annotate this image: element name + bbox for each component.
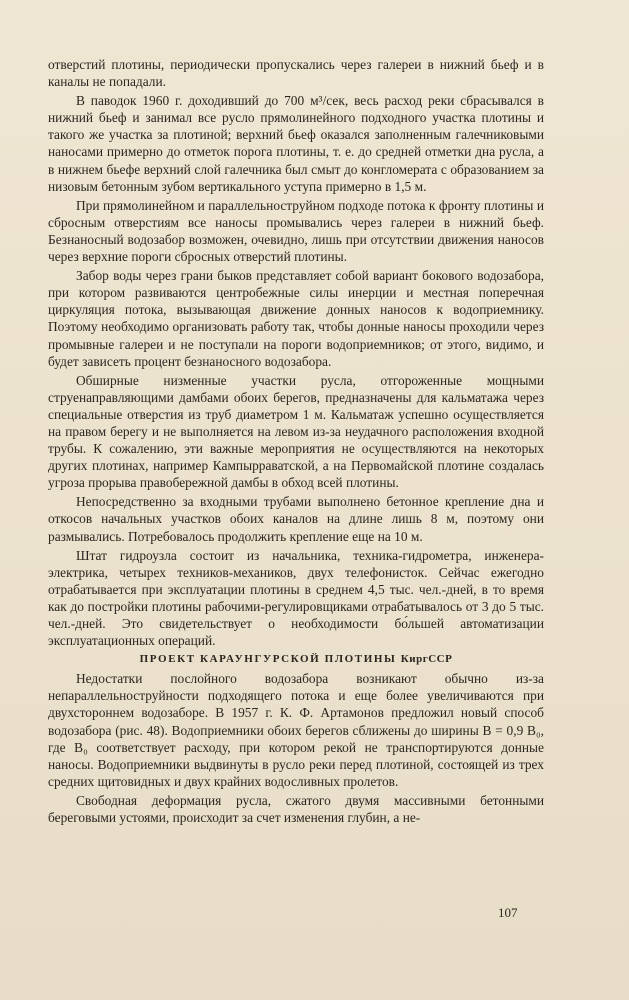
paragraph: При прямолинейном и параллельноструйном подходе потока к фронту плотины и сбросным отверстиям все наносы промывались через галереи в нижний бьеф. Безнаносный водозабор возможен, очевидно, лишь при отсутствии движения наносов через верхние пороги сбросных отверстий плотины.: [48, 197, 544, 265]
paragraph: Обширные низменные участки русла, отгороженные мощными струенаправляющими дамбами обоих берегов, предназначены для кальматажа через специальные отверстия из труб диаметром 1 м. Кальматаж успешно осуществляется на правом берегу и не выполняется на левом из-за неудачного расположения входной трубы. К сожалению, эти важные мероприятия не осуществляются на некоторых других плотинах, например Кампырраватской, а на Первомайской плотине создалась угроза прорыва правобережной дамбы в обход всей плотины.: [48, 372, 544, 491]
section-heading-region: КиргССР: [400, 653, 453, 666]
paragraph: В паводок 1960 г. доходивший до 700 м³/сек, весь расход реки сбрасывался в нижний бьеф и занимал все русло прямолинейного подходного участка плотины и такого же участка за плотиной; верхний бьеф оказался заполненным галечниковыми наносами примерно до отметок порога плотины, т. е. до средней отметки дна русла, а в нижнем бьефе верхний слой галечника был смыт до конгломерата с образованием за низовым бетонным зубом вертикального уступа примерно в 1,5 м.: [48, 93, 544, 194]
page-number: 107: [498, 905, 518, 920]
paragraph: Свободная деформация русла, сжатого двумя массивными бетонными береговыми устоями, происходит за счет изменения глубин, а не-: [48, 792, 544, 826]
section-heading: [48, 651, 544, 668]
paragraph: Забор воды через грани быков представляет собой вариант бокового водозабора, при котором развиваются центробежные силы инерции и местная поперечная циркуляция потока, вызывающая движение донных наносов к водоприемнику. Поэтому необходимо организовать работу так, чтобы донные наносы проходили через промывные галереи и не поступали на пороги водоприемников; от этого, видимо, и будет зависеть процент безнаносного водозабора.: [48, 268, 544, 369]
paragraph: Недостатки послойного водозабора возникают обычно из-за непараллельноструйности подходящего потока и еще более увеличиваются при двухстороннем водозаборе. В 1957 г. К. Ф. Артамонов предложил новый способ водозабора (рис. 48). Водоприемники обоих берегов сближены до ширины B = 0,9 B₀, где B₀ соответствует расходу, при котором рекой не транспортируются донные наносы. Водоприемники выдвинуты в русло реки перед плотиной, состоящей из трех средних щитовидных и двух крайних водосливных пролетов.: [48, 671, 544, 789]
paragraph: Непосредственно за входными трубами выполнено бетонное крепление дна и откосов начальных участков обоих каналов на длине лишь 8 м, поэтому они размывались. Потребовалось продолжить крепление еще на 10 м.: [48, 494, 544, 544]
section-heading-title: ПРОЕКТ КАРАУНГУРСКОЙ ПЛОТИНЫ: [139, 653, 397, 666]
paragraph: отверстий плотины, периодически пропускались через галереи в нижний бьеф и в каналы не попадали.: [48, 57, 544, 90]
text-column: [48, 56, 544, 826]
paragraph: Штат гидроузла состоит из начальника, техника-гидрометра, инженера-электрика, четырех техников-механиков, двух телефонисток. Сейчас ежегодно отрабатывается при эксплуатации плотины в среднем 4,5 тыс. чел.-дней, в то время как до постройки плотины рабочими-регулировщиками отрабатывалось от 3 до 5 тыс. чел.-дней. Это свидетельствует о необходимости бо́льшей автоматизации эксплуатационных операций.: [48, 547, 544, 649]
